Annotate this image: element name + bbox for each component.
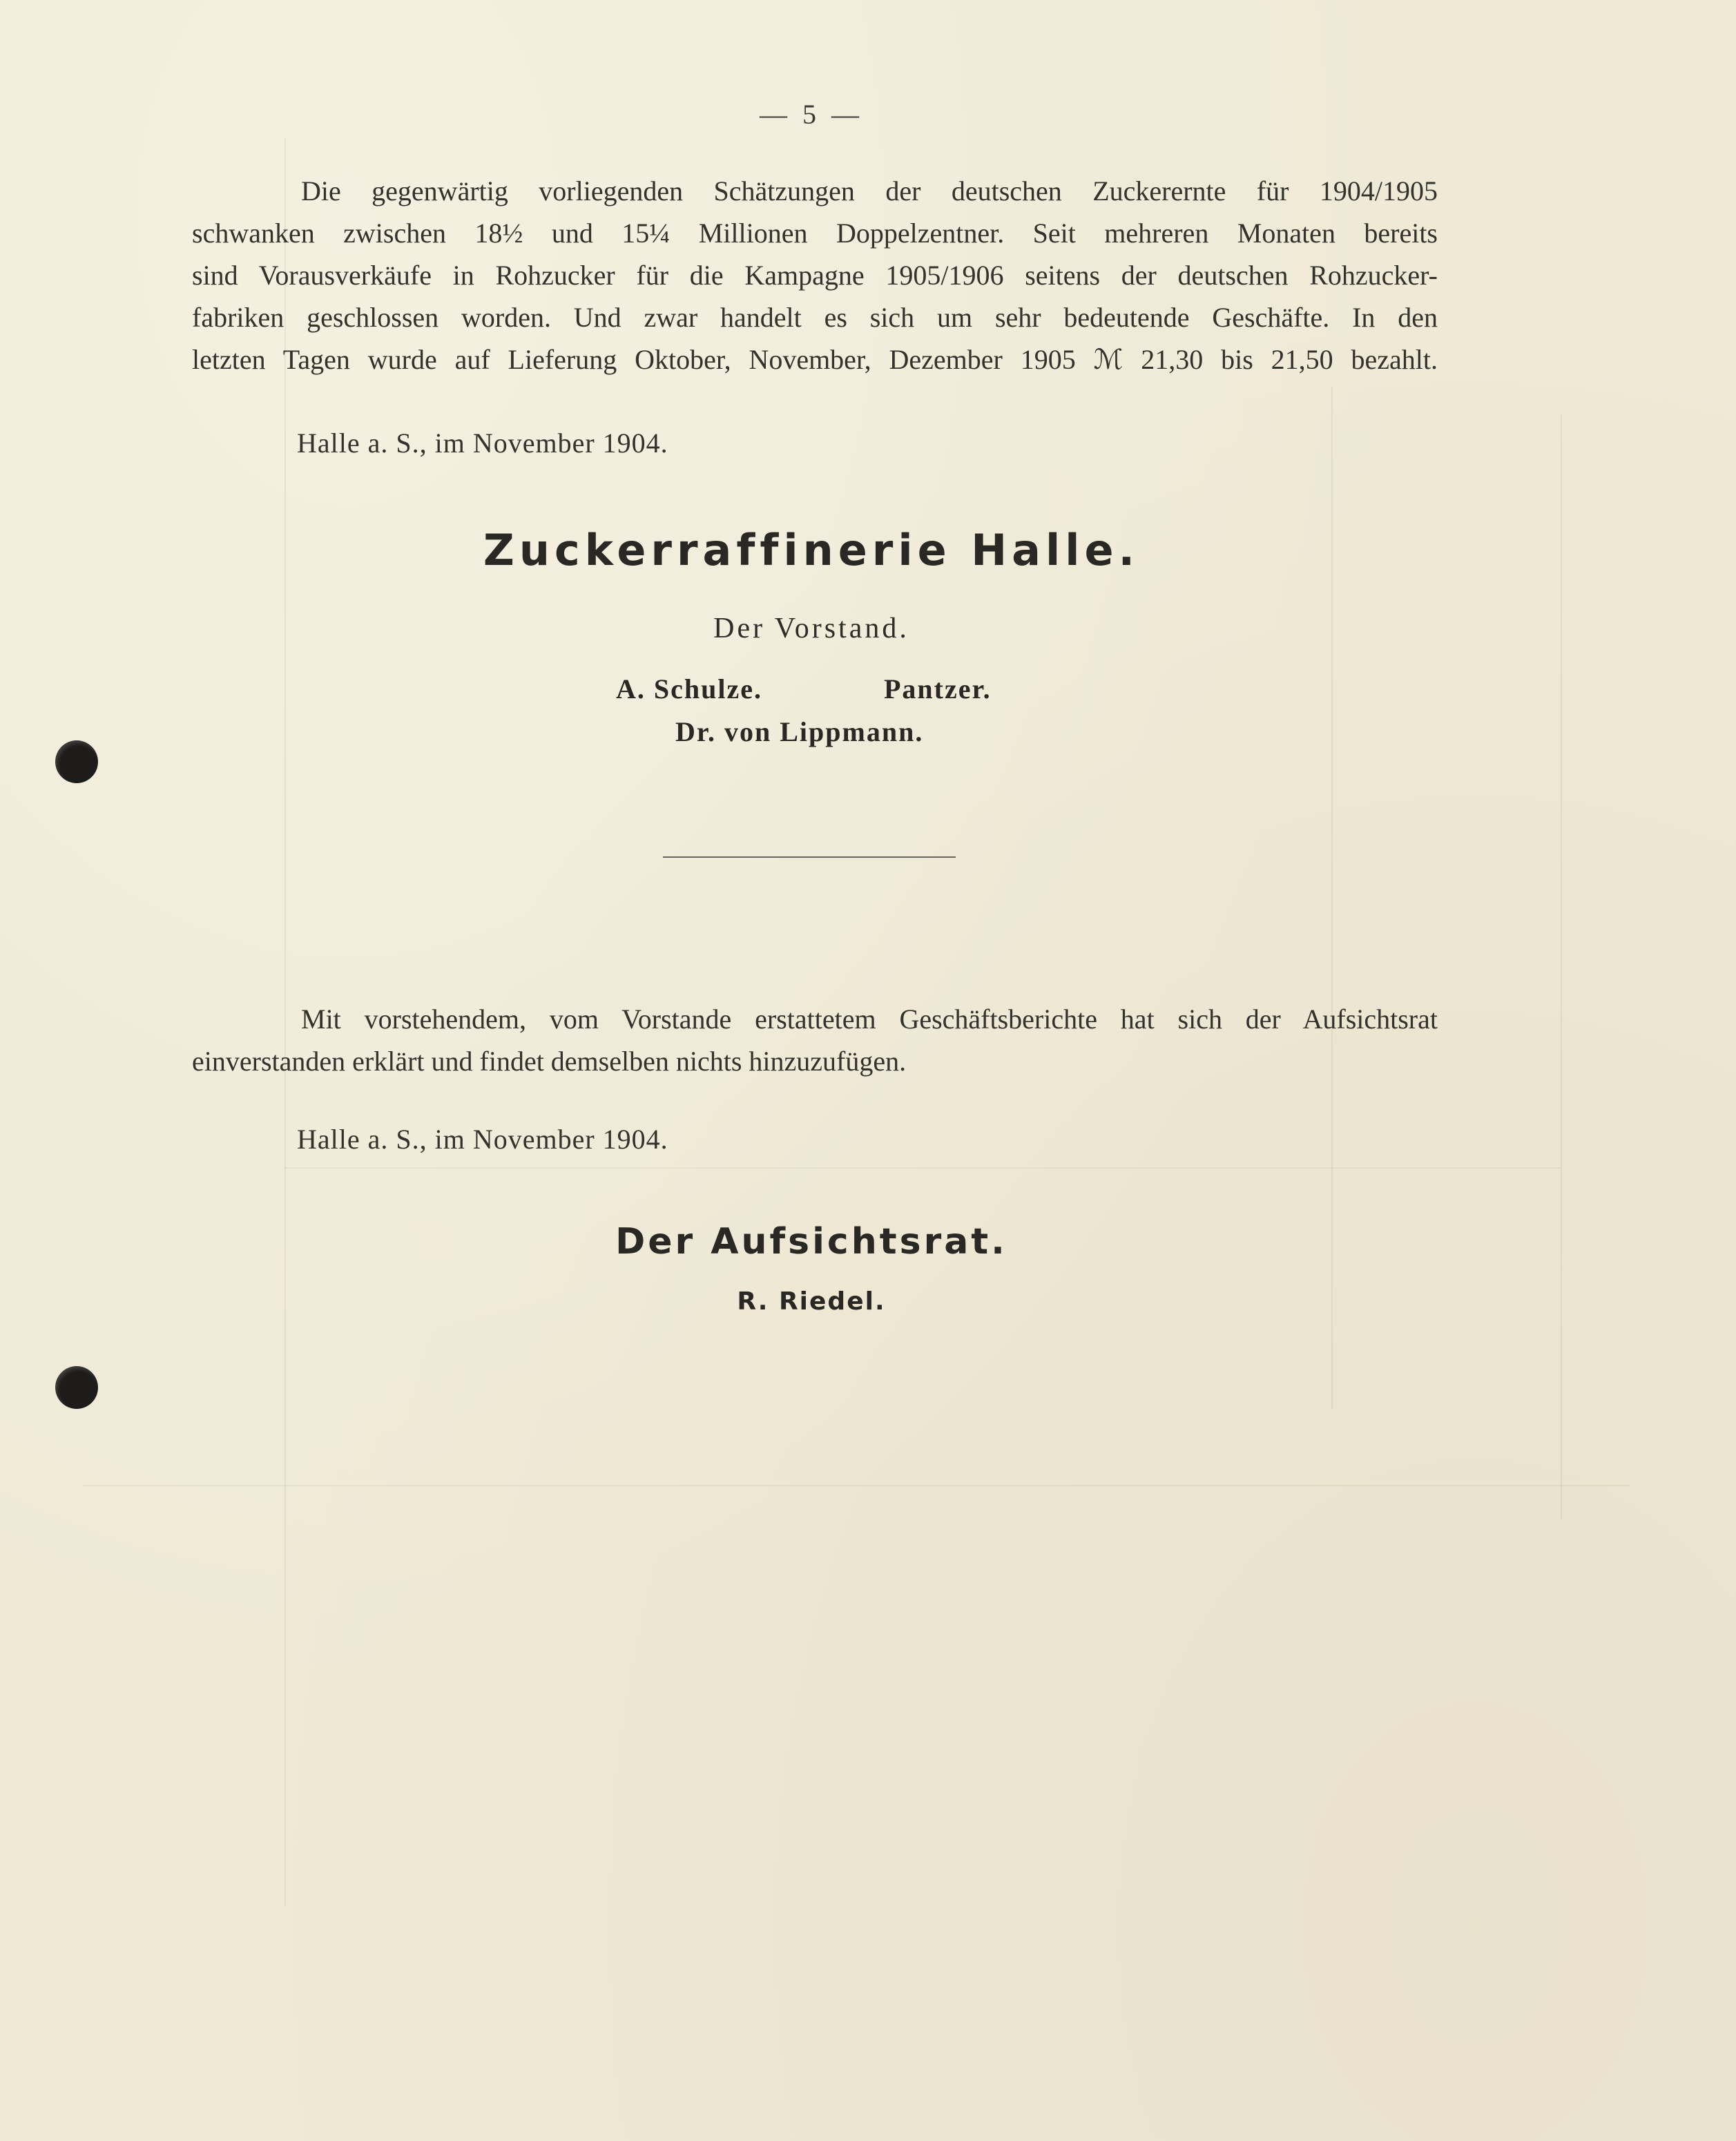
bleed-through-line: [284, 1167, 1562, 1169]
supervisory-board-title: Der Aufsichtsrat.: [615, 1221, 1007, 1262]
bleed-through-line: [1561, 414, 1562, 1519]
page-number: — 5 —: [760, 99, 863, 130]
signatory-name: Pantzer.: [884, 673, 992, 704]
dateline: Halle a. S., im November 1904.: [297, 1124, 668, 1155]
company-name: Zuckerraffinerie Halle.: [483, 525, 1140, 575]
board-label: Der Vorstand.: [713, 613, 909, 644]
paragraph-line: Die gegenwärtig vorliegenden Schätzungen der deutschen Zuckerernte für 1904/1905: [301, 175, 1438, 207]
section-divider: [663, 856, 956, 858]
paragraph-line: sind Vorausverkäufe in Rohzucker für die Kampagne 1905/1906 seitens der deutschen Rohzucker-: [192, 260, 1438, 291]
approval-paragraph: [192, 998, 1438, 1082]
signatory-name: A. Schulze.: [616, 673, 762, 704]
paragraph-line: Mit vorstehendem, vom Vorstande erstattetem Geschäftsberichte hat sich der Aufsichtsrat: [301, 1004, 1438, 1035]
paragraph-line: einverstanden erklärt und findet demselben nichts hinzuzufügen.: [192, 1046, 907, 1077]
punch-hole: [55, 1366, 98, 1409]
punch-hole: [55, 740, 98, 783]
supervisory-board-signatory: R. Riedel.: [737, 1287, 886, 1316]
bleed-through-line: [83, 1485, 1630, 1486]
dateline: Halle a. S., im November 1904.: [297, 428, 668, 459]
report-paragraph: [192, 170, 1438, 381]
paragraph-line: fabriken geschlossen worden. Und zwar handelt es sich um sehr bedeutende Geschäfte. In den: [192, 302, 1438, 333]
signatory-name: Dr. von Lippmann.: [675, 716, 924, 747]
paragraph-line: schwanken zwischen 18½ und 15¼ Millionen Doppelzentner. Seit mehreren Monaten bereits: [192, 218, 1438, 249]
paragraph-line: letzten Tagen wurde auf Lieferung Oktober, November, Dezember 1905 ℳ 21,30 bis 21,50 bezahlt.: [192, 344, 1438, 375]
